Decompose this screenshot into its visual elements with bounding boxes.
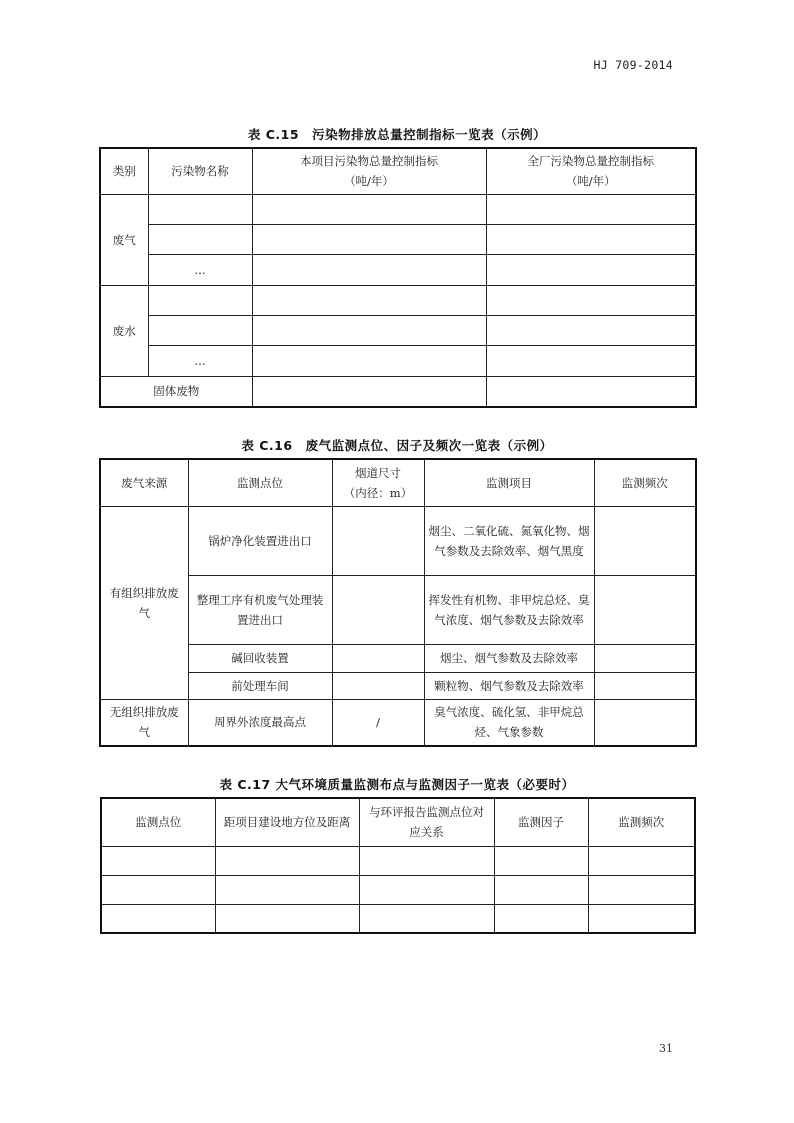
ellipsis-cell: … [148, 345, 252, 376]
monitoring-items: 臭气浓度、硫化氢、非甲烷总烃、气象参数 [424, 699, 594, 746]
table-row [100, 285, 696, 315]
table-row [100, 254, 696, 285]
cell [486, 285, 696, 315]
monitoring-items: 颗粒物、烟气参数及去除效率 [424, 672, 594, 699]
cell [588, 875, 695, 904]
header-duct-size [332, 459, 424, 506]
monitoring-frequency [594, 699, 696, 746]
duct-size [332, 672, 424, 699]
cell [252, 376, 486, 407]
header-plant-limit-line1: 全厂污染物总量控制指标 [527, 154, 654, 169]
header-frequency: 监测频次 [594, 459, 696, 506]
header-source: 废气来源 [100, 459, 188, 506]
cell [494, 904, 588, 933]
monitoring-point: 前处理车间 [188, 672, 332, 699]
table-row [100, 194, 696, 224]
header-point: 监测点位 [188, 459, 332, 506]
duct-size: / [332, 699, 424, 746]
source-organized: 有组织排放废气 [100, 506, 188, 699]
cell [101, 904, 215, 933]
header-items: 监测项目 [424, 459, 594, 506]
page-number: 31 [659, 1042, 673, 1055]
cell [252, 285, 486, 315]
duct-size [332, 644, 424, 672]
monitoring-frequency [594, 644, 696, 672]
monitoring-frequency [594, 506, 696, 575]
table-row [100, 699, 696, 746]
table-c17-caption: 表 C.17 大气环境质量监测布点与监测因子一览表（必要时） [219, 777, 575, 792]
table-c16 [99, 458, 697, 747]
duct-size [332, 506, 424, 575]
header-project-limit-line1: 本项目污染物总量控制指标 [300, 154, 438, 169]
cell [215, 904, 359, 933]
category-solid-waste: 固体废物 [100, 376, 252, 407]
table-row [100, 575, 696, 644]
table-header-row [100, 459, 696, 506]
header-duct-size-line1: 烟道尺寸 [355, 465, 401, 480]
cell [148, 315, 252, 345]
header-frequency: 监测频次 [588, 798, 695, 846]
cell [215, 875, 359, 904]
header-category: 类别 [100, 148, 148, 194]
category-water: 废水 [100, 285, 148, 376]
cell [359, 875, 494, 904]
monitoring-point: 碱回收装置 [188, 644, 332, 672]
table-row [100, 345, 696, 376]
cell [486, 194, 696, 224]
monitoring-frequency [594, 672, 696, 699]
table-c16-caption: 表 C.16 废气监测点位、因子及频次一览表（示例） [241, 438, 553, 453]
cell [486, 254, 696, 285]
cell [252, 194, 486, 224]
category-gas: 废气 [100, 194, 148, 285]
cell [494, 875, 588, 904]
header-project-limit-unit: （吨/年） [344, 174, 394, 189]
ellipsis-cell: … [148, 254, 252, 285]
cell [148, 194, 252, 224]
header-relation: 与环评报告监测点位对应关系 [359, 798, 494, 846]
cell [148, 285, 252, 315]
monitoring-items: 挥发性有机物、非甲烷总烃、臭气浓度、烟气参数及去除效率 [424, 575, 594, 644]
table-c15-caption: 表 C.15 污染物排放总量控制指标一览表（示例） [247, 127, 547, 142]
document-code: HJ 709-2014 [593, 58, 673, 72]
cell [252, 315, 486, 345]
header-factors: 监测因子 [494, 798, 588, 846]
table-row [100, 315, 696, 345]
cell [486, 224, 696, 254]
table-row [100, 376, 696, 407]
monitoring-frequency [594, 575, 696, 644]
header-plant-limit [486, 148, 696, 194]
cell [588, 846, 695, 875]
cell [252, 254, 486, 285]
cell [486, 315, 696, 345]
source-unorganized: 无组织排放废气 [100, 699, 188, 746]
header-duct-size-unit: （内径：m） [343, 485, 413, 500]
header-project-limit [252, 148, 486, 194]
cell [101, 846, 215, 875]
monitoring-items: 烟尘、烟气参数及去除效率 [424, 644, 594, 672]
cell [359, 846, 494, 875]
table-header-row [100, 148, 696, 194]
table-row [100, 672, 696, 699]
cell [486, 376, 696, 407]
cell [252, 345, 486, 376]
table-row [100, 506, 696, 575]
cell [215, 846, 359, 875]
duct-size [332, 575, 424, 644]
cell [101, 875, 215, 904]
table-row [101, 875, 695, 904]
cell [148, 224, 252, 254]
monitoring-point: 整理工序有机废气处理装置进出口 [188, 575, 332, 644]
monitoring-items: 烟尘、二氧化硫、氮氧化物、烟气参数及去除效率、烟气黑度 [424, 506, 594, 575]
monitoring-point: 锅炉净化装置进出口 [188, 506, 332, 575]
table-row [101, 846, 695, 875]
cell [359, 904, 494, 933]
cell [588, 904, 695, 933]
cell [494, 846, 588, 875]
table-row [101, 904, 695, 933]
table-row [100, 224, 696, 254]
header-point: 监测点位 [101, 798, 215, 846]
cell [252, 224, 486, 254]
header-distance: 距项目建设地方位及距离 [215, 798, 359, 846]
table-c15 [99, 147, 697, 408]
table-row [100, 644, 696, 672]
monitoring-point: 周界外浓度最高点 [188, 699, 332, 746]
header-plant-limit-unit: （吨/年） [565, 174, 616, 189]
cell [486, 345, 696, 376]
table-header-row [101, 798, 695, 846]
table-c17 [100, 797, 696, 934]
header-pollutant-name: 污染物名称 [148, 148, 252, 194]
